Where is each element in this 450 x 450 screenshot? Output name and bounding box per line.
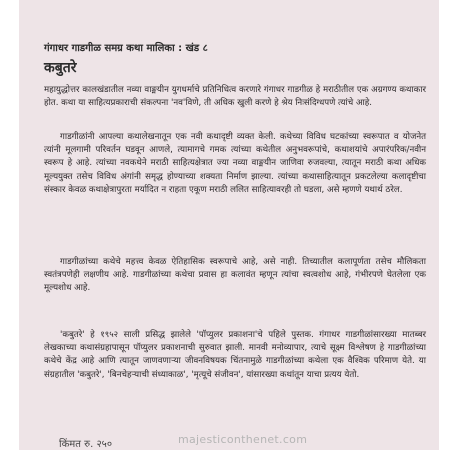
series-header: गंगाधर गाडगीळ समग्र कथा मालिका : खंड ८: [44, 43, 208, 54]
paragraph-intro: महायुद्धोत्तर कालखंडातील नव्या वाङ्मयीन युगधर्माचे प्रतिनिधित्व करणारे गंगाधर गाडगीळ हे मराठीतील एक अग्रगण्य कथाकार होत. कथा या साहित्यप्रकाराची संकल्पना 'नव'विणे, ती अधिक खुली करणे हे श्रेय निःसंदिग्धपणे त्यांचे आहे.: [44, 85, 426, 109]
watermark-text: majesticonthenet.com: [178, 433, 308, 446]
paragraph-narrative-vision: गाडगीळांनी आपल्या कथालेखनातून एक नवी कथादृष्टी व्यक्त केली. कथेच्या विविध घटकांच्या स्वरूपात व योजनेत त्यांनी मूलगामी परिवर्तन घडवून आणले, त्यामागचे गमक त्यांच्या कथेतील अनुभवरूपांचे, कथाशयांचे अपारंपरिक/नवीन स्वरूप हे आहे. त्यांच्या नवकथेने मराठी साहित्यक्षेत्रात ज्या नव्या वाङ्मयीन जाणिवा रुजवल्या, त्यातून मराठी कथा अधिक मूल्ययुक्त तसेच विविध अंगांनी समृद्ध होण्याच्या शक्यता निर्माण झाल्या. त्यांच्या कथासाहित्यातून प्रकटलेल्या कलादृष्टीचा संस्कार केवळ कथाक्षेत्रापुरता मर्यादित न राहता एकूण मराठी ललित साहित्यावरही तो घडला, असे म्हणणे यथार्थ ठरेल.: [44, 132, 426, 195]
book-back-cover: [19, 0, 439, 450]
price-label: किंमत रु. २५०: [59, 439, 113, 450]
book-title: कबुतरे: [44, 60, 77, 76]
paragraph-publication-history: 'कबुतरे' हे १९५२ साली प्रसिद्ध झालेले 'पॉप्युलर प्रकाशना'चे पहिले पुस्तक. गंगाधर गाडगीळांसारख्या मातब्बर लेखकाच्या कथासंग्रहापासून पॉप्युलर प्रकाशनाची सुरुवात झाली. मानवी मनोव्यापार, त्याचे सूक्ष्म विश्लेषण हे गाडगीळांच्या कथेचे केंद्र आहे आणि त्यातून जाणवणाऱ्या जीवनविषयक चिंतनामुळे गाडगीळांच्या कथेला एक वैश्विक परिमाण येते. या संग्रहातील 'कबुतरे', 'बिनचेहऱ्याची संध्याकाळ', 'मृत्यूचे संजीवन', यांसारख्या कथांतून याचा प्रत्यय येतो.: [44, 330, 426, 380]
paragraph-significance: गाडगीळांच्या कथेचे महत्त्व केवळ ऐतिहासिक स्वरूपाचे आहे, असे नाही. तिच्यातील कलापूर्णता तसेच मौलिकता स्वतंत्रपणेही लक्षणीय आहे. गाडगीळांच्या कथेचा प्रवास हा कलावंत म्हणून त्यांचा स्वत्वशोध आहे, गंभीरपणे घेतलेला एक मूल्यशोध आहे.: [44, 257, 426, 294]
